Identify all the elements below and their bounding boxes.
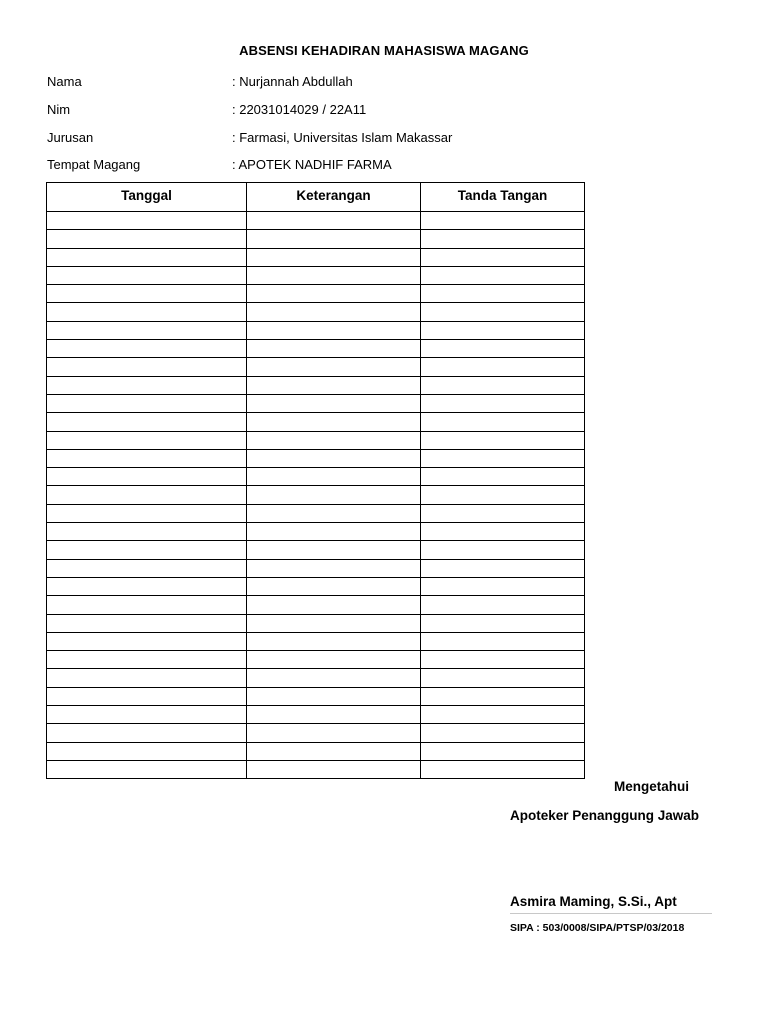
table-row	[47, 394, 585, 412]
tanda-tangan-cell	[421, 632, 585, 650]
keterangan-cell	[247, 504, 421, 522]
table-row	[47, 724, 585, 742]
tanda-tangan-cell	[421, 413, 585, 431]
attendance-table	[46, 182, 585, 779]
tanggal-cell	[47, 358, 247, 376]
keterangan-cell	[247, 760, 421, 778]
keterangan-cell	[247, 303, 421, 321]
table-row	[47, 212, 585, 230]
keterangan-cell	[247, 742, 421, 760]
table-row	[47, 504, 585, 522]
keterangan-cell	[247, 687, 421, 705]
tanggal-cell	[47, 413, 247, 431]
tanggal-cell	[47, 248, 247, 266]
table-row	[47, 632, 585, 650]
keterangan-cell	[247, 321, 421, 339]
field-value: : Nurjannah Abdullah	[232, 74, 353, 89]
field-value: : APOTEK NADHIF FARMA	[232, 157, 392, 172]
tanggal-cell	[47, 760, 247, 778]
table-header-row	[47, 183, 585, 212]
field-label: Nim	[47, 102, 71, 117]
tanggal-cell	[47, 486, 247, 504]
table-row	[47, 285, 585, 303]
table-row	[47, 614, 585, 632]
tanggal-cell	[47, 614, 247, 632]
keterangan-cell	[247, 577, 421, 595]
column-header-tanda-tangan: Tanda Tangan	[421, 183, 585, 212]
table-row	[47, 760, 585, 778]
tanggal-cell	[47, 504, 247, 522]
keterangan-cell	[247, 468, 421, 486]
table-row	[47, 559, 585, 577]
tanggal-cell	[47, 724, 247, 742]
table-row	[47, 376, 585, 394]
tanggal-cell	[47, 285, 247, 303]
keterangan-cell	[247, 340, 421, 358]
keterangan-cell	[247, 376, 421, 394]
table-row	[47, 651, 585, 669]
keterangan-cell	[247, 449, 421, 467]
keterangan-cell	[247, 413, 421, 431]
table-row	[47, 449, 585, 467]
tanggal-cell	[47, 523, 247, 541]
document-title: ABSENSI KEHADIRAN MAHASISWA MAGANG	[239, 43, 529, 58]
tanda-tangan-cell	[421, 596, 585, 614]
tanggal-cell	[47, 303, 247, 321]
table-row	[47, 706, 585, 724]
tanda-tangan-cell	[421, 614, 585, 632]
tanda-tangan-cell	[421, 248, 585, 266]
tanda-tangan-cell	[421, 541, 585, 559]
tanggal-cell	[47, 596, 247, 614]
table-row	[47, 468, 585, 486]
tanda-tangan-cell	[421, 303, 585, 321]
tanda-tangan-cell	[421, 285, 585, 303]
tanda-tangan-cell	[421, 724, 585, 742]
table-row	[47, 486, 585, 504]
tanggal-cell	[47, 394, 247, 412]
license-number: SIPA : 503/0008/SIPA/PTSP/03/2018	[510, 922, 685, 934]
keterangan-cell	[247, 486, 421, 504]
field-label: Nama	[47, 74, 82, 89]
tanda-tangan-cell	[421, 559, 585, 577]
acknowledge-label: Mengetahui	[614, 779, 690, 794]
tanggal-cell	[47, 212, 247, 230]
tanda-tangan-cell	[421, 742, 585, 760]
keterangan-cell	[247, 541, 421, 559]
table-row	[47, 303, 585, 321]
keterangan-cell	[247, 669, 421, 687]
tanggal-cell	[47, 266, 247, 284]
field-label: Jurusan	[47, 130, 94, 145]
table-row	[47, 358, 585, 376]
keterangan-cell	[247, 285, 421, 303]
table-row	[47, 687, 585, 705]
tanda-tangan-cell	[421, 687, 585, 705]
tanda-tangan-cell	[421, 230, 585, 248]
table-row	[47, 742, 585, 760]
tanda-tangan-cell	[421, 504, 585, 522]
tanda-tangan-cell	[421, 266, 585, 284]
field-value: : 22031014029 / 22A11	[232, 102, 367, 117]
tanggal-cell	[47, 541, 247, 559]
tanggal-cell	[47, 706, 247, 724]
table-row	[47, 230, 585, 248]
tanda-tangan-cell	[421, 577, 585, 595]
table-row	[47, 266, 585, 284]
tanggal-cell	[47, 742, 247, 760]
table-row	[47, 248, 585, 266]
keterangan-cell	[247, 632, 421, 650]
tanggal-cell	[47, 559, 247, 577]
keterangan-cell	[247, 230, 421, 248]
tanggal-cell	[47, 651, 247, 669]
signatory-role: Apoteker Penanggung Jawab	[510, 808, 700, 823]
tanggal-cell	[47, 669, 247, 687]
tanggal-cell	[47, 340, 247, 358]
signatory-name: Asmira Maming, S.Si., Apt	[510, 894, 677, 909]
tanggal-cell	[47, 431, 247, 449]
tanggal-cell	[47, 687, 247, 705]
tanda-tangan-cell	[421, 669, 585, 687]
table-row	[47, 541, 585, 559]
tanda-tangan-cell	[421, 468, 585, 486]
tanda-tangan-cell	[421, 394, 585, 412]
keterangan-cell	[247, 394, 421, 412]
field-value: : Farmasi, Universitas Islam Makassar	[232, 130, 453, 145]
table-row	[47, 340, 585, 358]
keterangan-cell	[247, 248, 421, 266]
table-row	[47, 669, 585, 687]
table-row	[47, 577, 585, 595]
keterangan-cell	[247, 596, 421, 614]
table-row	[47, 596, 585, 614]
tanda-tangan-cell	[421, 486, 585, 504]
keterangan-cell	[247, 266, 421, 284]
keterangan-cell	[247, 523, 421, 541]
keterangan-cell	[247, 358, 421, 376]
keterangan-cell	[247, 724, 421, 742]
column-header-keterangan: Keterangan	[247, 183, 421, 212]
tanggal-cell	[47, 468, 247, 486]
tanda-tangan-cell	[421, 431, 585, 449]
tanggal-cell	[47, 321, 247, 339]
field-label: Tempat Magang	[47, 157, 141, 172]
tanda-tangan-cell	[421, 358, 585, 376]
keterangan-cell	[247, 212, 421, 230]
tanggal-cell	[47, 632, 247, 650]
tanggal-cell	[47, 577, 247, 595]
table-row	[47, 523, 585, 541]
tanda-tangan-cell	[421, 376, 585, 394]
keterangan-cell	[247, 614, 421, 632]
keterangan-cell	[247, 559, 421, 577]
tanda-tangan-cell	[421, 706, 585, 724]
tanda-tangan-cell	[421, 449, 585, 467]
tanggal-cell	[47, 376, 247, 394]
tanda-tangan-cell	[421, 523, 585, 541]
tanggal-cell	[47, 449, 247, 467]
keterangan-cell	[247, 651, 421, 669]
signature-underline	[510, 913, 712, 914]
tanda-tangan-cell	[421, 212, 585, 230]
attendance-table-body	[47, 212, 585, 779]
table-row	[47, 413, 585, 431]
column-header-tanggal: Tanggal	[47, 183, 247, 212]
tanggal-cell	[47, 230, 247, 248]
keterangan-cell	[247, 706, 421, 724]
tanda-tangan-cell	[421, 760, 585, 778]
keterangan-cell	[247, 431, 421, 449]
tanda-tangan-cell	[421, 651, 585, 669]
tanda-tangan-cell	[421, 321, 585, 339]
table-row	[47, 321, 585, 339]
table-row	[47, 431, 585, 449]
tanda-tangan-cell	[421, 340, 585, 358]
